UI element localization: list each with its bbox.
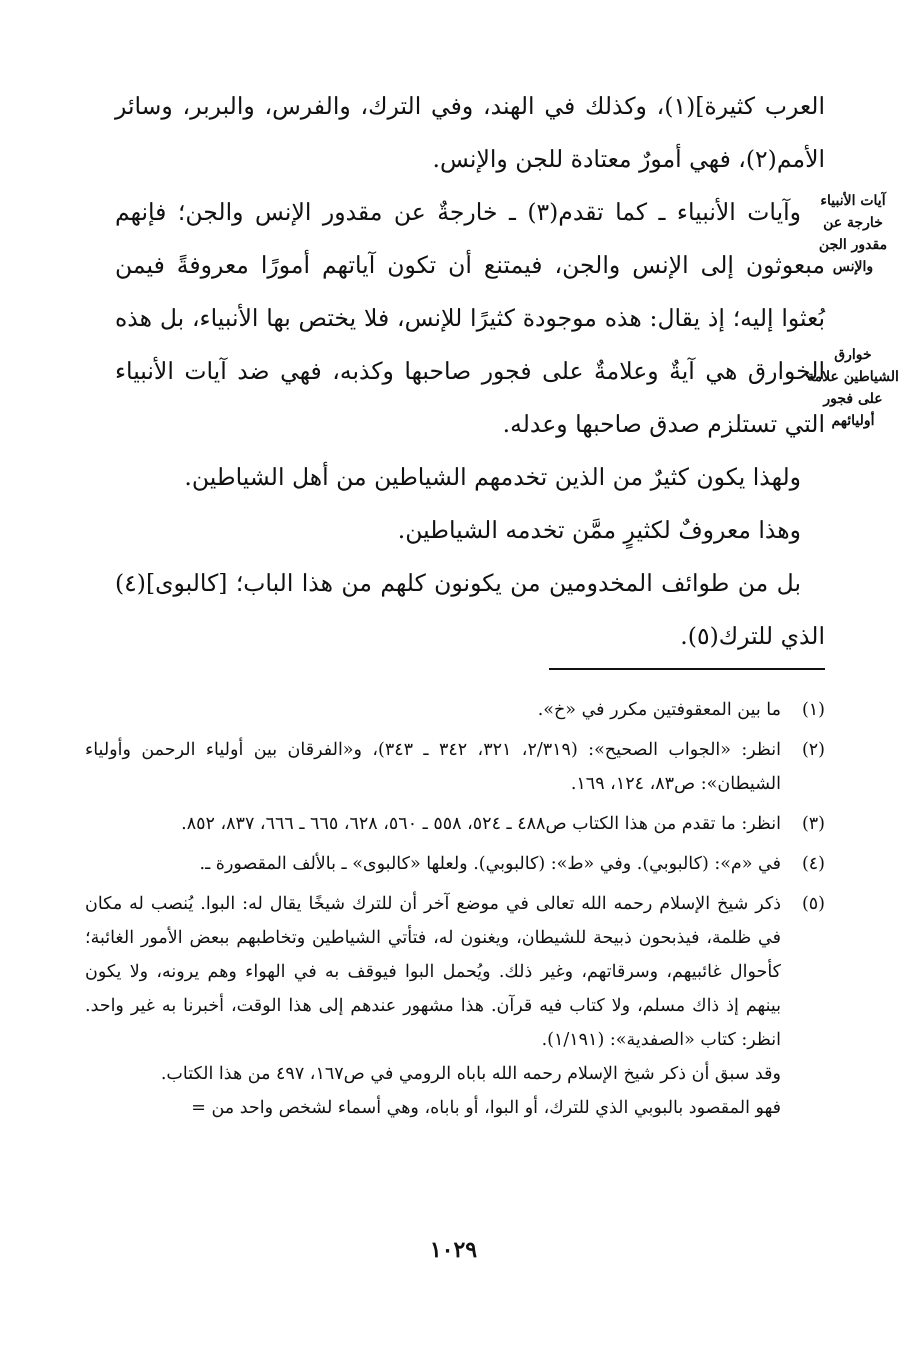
footnote-body: [85, 887, 781, 1125]
footnote-divider: [549, 668, 825, 670]
footnote-number: (٢): [801, 740, 825, 760]
footnote-5: [85, 887, 825, 1125]
footnote-text: في «م»: (كالبوبي). وفي «ط»: (كالبوبي). ولعلها «كالبوى» ـ بالألف المقصورة ـ.: [199, 854, 781, 874]
footnote-body: [85, 807, 781, 841]
footnote-2: [85, 733, 825, 801]
footnote-number: (٣): [801, 814, 825, 834]
footnote-3: [85, 807, 825, 841]
page-number: ١٠٢٩: [429, 1237, 478, 1263]
footnote-text: انظر: «الجواب الصحيح»: (٢/٣١٩، ٣٢١، ٣٤٢ ـ ٣٤٣)، و«الفرقان بين أولياء الرحمن وأولياء الشيطان»: ص٨٣، ١٢٤، ١٦٩.: [85, 740, 782, 794]
paragraph-3: ولهذا يكون كثيرٌ من الذين تخدمهم الشياطين من أهل الشياطين.: [184, 463, 801, 491]
footnote-4: [85, 847, 825, 881]
footnote-1: [85, 693, 825, 727]
footnote-text: وقد سبق أن ذكر شيخ الإسلام رحمه الله باباه الرومي في ص١٦٧، ٤٩٧ من هذا الكتاب.: [160, 1064, 781, 1084]
footnote-body: [85, 733, 781, 801]
paragraph-4: وهذا معروفٌ لكثيرٍ ممَّن تخدمه الشياطين.: [397, 516, 801, 544]
footnote-number: (٤): [801, 854, 825, 874]
footnote-text: ما بين المعقوفتين مكرر في «خ».: [537, 700, 781, 720]
footnote-text: انظر: ما تقدم من هذا الكتاب ص٤٨٨ ـ ٥٢٤، ٥٥٨ ـ ٥٦٠، ٦٢٨، ٦٦٥ ـ ٦٦٦، ٨٣٧، ٨٥٢.: [181, 814, 781, 834]
margin-note-prophets-signs: آيات الأنبياء خارجة عن مقدور الجن والإنس: [818, 193, 888, 275]
footnote-body: [85, 847, 781, 881]
paragraph-1: العرب كثيرة](١)، وكذلك في الهند، وفي الترك، والفرس، والبربر، وسائر الأمم(٢)، فهي أمورٌ معتادة للجن والإنس.: [115, 92, 825, 173]
paragraph-2: وآيات الأنبياء ـ كما تقدم(٣) ـ خارجةٌ عن مقدور الإنس والجن؛ فإنهم مبعوثون إلى الإنس والجن، فيمتنع أن تكون آياتهم أمورًا معروفةً فيمن بُعثوا إليه؛ إذ يقال: هذه موجودة كثيرًا للإنس، فلا يختص بها الأنبياء، بل هذه الخوارق هي آيةٌ وعلامةٌ على فجور صاحبها وكذبه، فهي ضد آيات الأنبياء التي تستلزم صدق صاحبها وعدله.: [115, 198, 825, 438]
footnote-body: [85, 693, 781, 727]
main-text: [115, 80, 825, 663]
footnote-number: (٥): [801, 894, 825, 914]
paragraph-5: بل من طوائف المخدومين من يكونون كلهم من هذا الباب؛ [كالبوى](٤) الذي للترك(٥).: [115, 569, 825, 650]
footnote-text: ذكر شيخ الإسلام رحمه الله تعالى في موضع آخر أن للترك شيخًا يقال له: البوا. يُنصب له مكان في ظلمة، فيذبحون ذبيحة للشيطان، ويغنون له، فتأتي الشياطين وتخاطبهم ببعض الأمور الغائبة؛ كأحوال غائبيهم، وسرقاتهم، وغير ذلك. ويُحمل البوا فيوقف به في الهواء وهم يرونه، ولا يكون بينهم إذ ذاك مسلم، ولا كتاب فيه قرآن. هذا مشهور عندهم إلى هذا الوقت، أخبرنا به غير واحد. انظر: كتاب «الصفدية»: (١/١٩١).: [85, 894, 781, 1050]
footnotes: [85, 693, 825, 1131]
margin-note-devils-miracles: خوارق الشياطين علامة على فجور أوليائهم: [807, 347, 899, 429]
footnote-text: فهو المقصود بالبوبي الذي للترك، أو البوا، أو باباه، وهي أسماء لشخص واحد من =: [191, 1098, 781, 1118]
footnote-number: (١): [801, 700, 825, 720]
